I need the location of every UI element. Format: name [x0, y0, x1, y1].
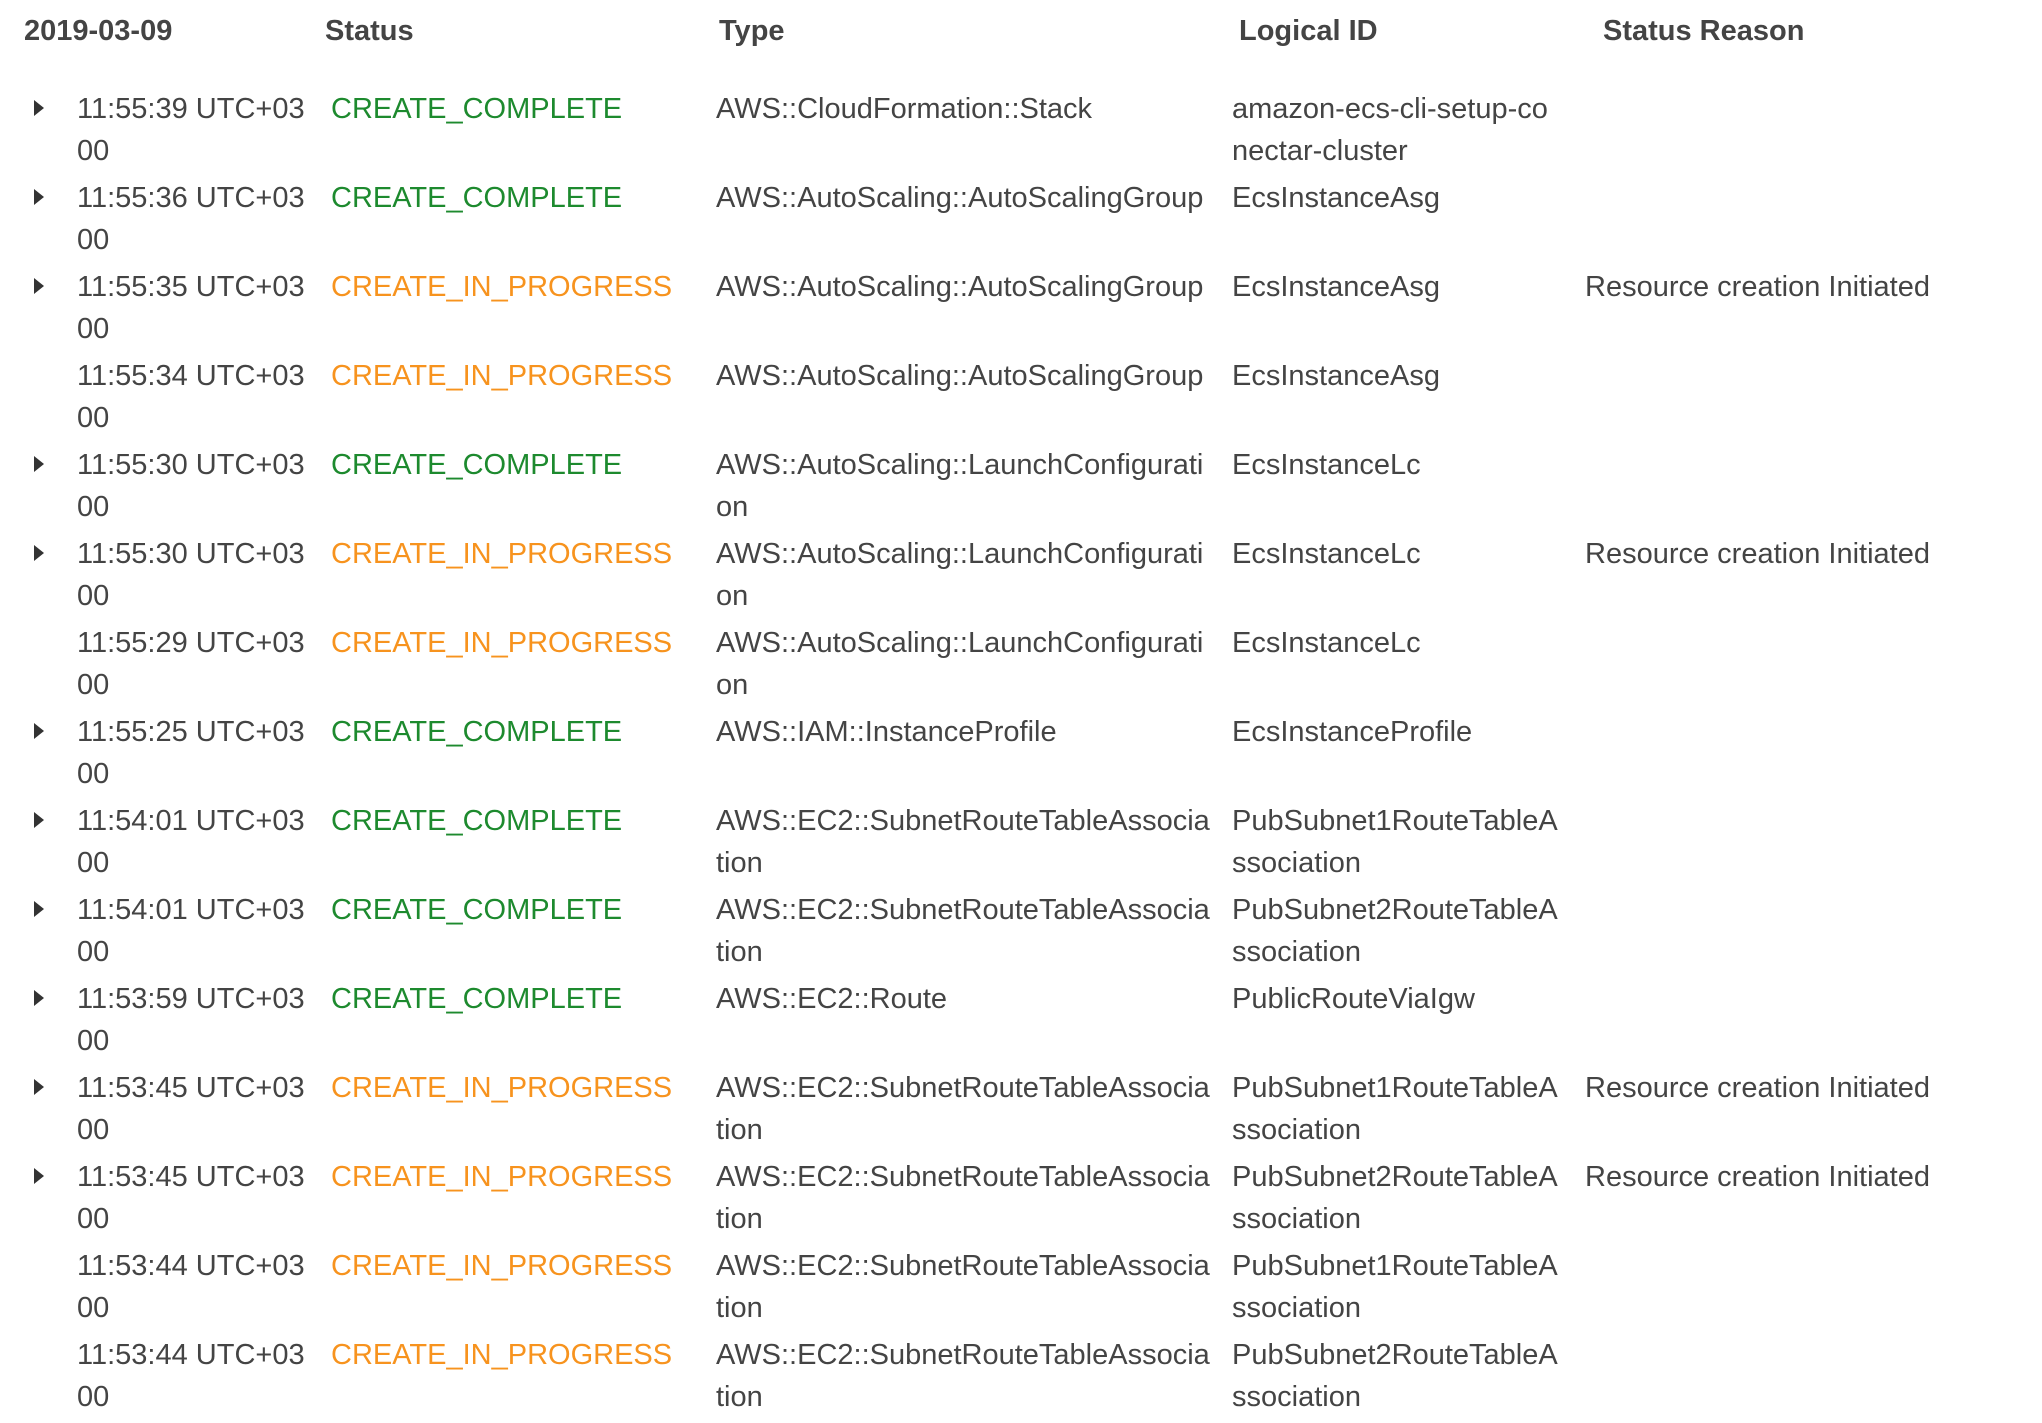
table-row[interactable]: [0, 711, 2042, 800]
event-status: CREATE_IN_PROGRESS: [331, 1250, 673, 1282]
caret-right-icon[interactable]: [34, 189, 44, 205]
event-type: AWS::AutoScaling::LaunchConfiguration: [716, 449, 1204, 523]
event-type: AWS::CloudFormation::Stack: [716, 93, 1093, 125]
event-logical-id: PubSubnet1RouteTableAssociation: [1232, 1072, 1558, 1146]
event-logical-id: EcsInstanceAsg: [1232, 271, 1440, 303]
event-time: 11:54:01 UTC+0300: [77, 894, 305, 968]
event-time: 11:55:35 UTC+0300: [77, 271, 305, 345]
event-status: CREATE_COMPLETE: [331, 93, 623, 125]
type-column-header[interactable]: Type: [719, 15, 785, 47]
table-row: [0, 1245, 2042, 1334]
event-time: 11:53:44 UTC+0300: [77, 1339, 305, 1413]
caret-right-icon[interactable]: [34, 1168, 44, 1184]
caret-right-icon[interactable]: [34, 901, 44, 917]
table-row[interactable]: [0, 889, 2042, 978]
event-status-reason: Resource creation Initiated: [1585, 1161, 1930, 1193]
caret-right-icon[interactable]: [34, 100, 44, 116]
event-type: AWS::EC2::SubnetRouteTableAssociation: [716, 1250, 1210, 1324]
event-status-reason: Resource creation Initiated: [1585, 538, 1930, 570]
event-status: CREATE_COMPLETE: [331, 182, 623, 214]
event-logical-id: PubSubnet2RouteTableAssociation: [1232, 1339, 1558, 1413]
event-type: AWS::AutoScaling::LaunchConfiguration: [716, 627, 1204, 701]
event-type: AWS::EC2::Route: [716, 983, 948, 1015]
event-time: 11:55:34 UTC+0300: [77, 360, 305, 434]
event-time: 11:55:30 UTC+0300: [77, 538, 305, 612]
table-row[interactable]: [0, 800, 2042, 889]
event-status: CREATE_IN_PROGRESS: [331, 627, 673, 659]
caret-right-icon[interactable]: [34, 723, 44, 739]
event-logical-id: EcsInstanceLc: [1232, 449, 1421, 481]
event-type: AWS::AutoScaling::AutoScalingGroup: [716, 360, 1204, 392]
event-time: 11:53:44 UTC+0300: [77, 1250, 305, 1324]
event-status: CREATE_IN_PROGRESS: [331, 360, 673, 392]
table-row[interactable]: [0, 266, 2042, 355]
event-logical-id: EcsInstanceAsg: [1232, 360, 1440, 392]
event-logical-id: EcsInstanceAsg: [1232, 182, 1440, 214]
event-status-reason: Resource creation Initiated: [1585, 1072, 1930, 1104]
event-status: CREATE_COMPLETE: [331, 805, 623, 837]
status-column-header[interactable]: Status: [325, 15, 414, 47]
table-header: [0, 0, 2042, 66]
event-logical-id: amazon-ecs-cli-setup-conectar-cluster: [1232, 93, 1548, 167]
event-time: 11:53:45 UTC+0300: [77, 1072, 305, 1146]
event-status: CREATE_COMPLETE: [331, 449, 623, 481]
event-status-reason: Resource creation Initiated: [1585, 271, 1930, 303]
event-type: AWS::AutoScaling::AutoScalingGroup: [716, 271, 1204, 303]
event-time: 11:55:36 UTC+0300: [77, 182, 305, 256]
table-row[interactable]: [0, 1067, 2042, 1156]
caret-right-icon[interactable]: [34, 1079, 44, 1095]
event-time: 11:53:45 UTC+0300: [77, 1161, 305, 1235]
event-status: CREATE_COMPLETE: [331, 894, 623, 926]
event-status: CREATE_IN_PROGRESS: [331, 271, 673, 303]
logical-id-column-header[interactable]: Logical ID: [1239, 15, 1378, 47]
event-logical-id: PubSubnet2RouteTableAssociation: [1232, 1161, 1558, 1235]
event-type: AWS::AutoScaling::LaunchConfiguration: [716, 538, 1204, 612]
event-type: AWS::EC2::SubnetRouteTableAssociation: [716, 1339, 1210, 1413]
event-logical-id: PubSubnet2RouteTableAssociation: [1232, 894, 1558, 968]
table-row[interactable]: [0, 177, 2042, 266]
event-logical-id: PubSubnet1RouteTableAssociation: [1232, 805, 1558, 879]
event-time: 11:55:30 UTC+0300: [77, 449, 305, 523]
event-time: 11:54:01 UTC+0300: [77, 805, 305, 879]
event-status: CREATE_IN_PROGRESS: [331, 1072, 673, 1104]
table-row[interactable]: [0, 978, 2042, 1067]
table-row[interactable]: [0, 88, 2042, 177]
event-type: AWS::AutoScaling::AutoScalingGroup: [716, 182, 1204, 214]
event-logical-id: PublicRouteViaIgw: [1232, 983, 1475, 1015]
caret-right-icon[interactable]: [34, 812, 44, 828]
event-type: AWS::EC2::SubnetRouteTableAssociation: [716, 1161, 1210, 1235]
table-body: [0, 88, 2042, 1423]
event-logical-id: EcsInstanceProfile: [1232, 716, 1473, 748]
event-status: CREATE_COMPLETE: [331, 983, 623, 1015]
table-row[interactable]: [0, 533, 2042, 622]
event-status: CREATE_IN_PROGRESS: [331, 1161, 673, 1193]
table-row[interactable]: [0, 444, 2042, 533]
table-row[interactable]: [0, 1156, 2042, 1245]
caret-right-icon[interactable]: [34, 456, 44, 472]
event-time: 11:55:39 UTC+0300: [77, 93, 305, 167]
table-row: [0, 622, 2042, 711]
event-type: AWS::EC2::SubnetRouteTableAssociation: [716, 1072, 1210, 1146]
event-logical-id: EcsInstanceLc: [1232, 538, 1421, 570]
event-logical-id: PubSubnet1RouteTableAssociation: [1232, 1250, 1558, 1324]
event-status: CREATE_IN_PROGRESS: [331, 538, 673, 570]
event-time: 11:55:29 UTC+0300: [77, 627, 305, 701]
event-logical-id: EcsInstanceLc: [1232, 627, 1421, 659]
status-reason-column-header[interactable]: Status Reason: [1603, 15, 1805, 47]
caret-right-icon[interactable]: [34, 990, 44, 1006]
event-time: 11:55:25 UTC+0300: [77, 716, 305, 790]
event-type: AWS::IAM::InstanceProfile: [716, 716, 1057, 748]
event-status: CREATE_COMPLETE: [331, 716, 623, 748]
event-type: AWS::EC2::SubnetRouteTableAssociation: [716, 894, 1210, 968]
table-row: [0, 1334, 2042, 1423]
caret-right-icon[interactable]: [34, 278, 44, 294]
date-column-header: 2019-03-09: [24, 15, 173, 47]
event-time: 11:53:59 UTC+0300: [77, 983, 305, 1057]
table-row: [0, 355, 2042, 444]
event-status: CREATE_IN_PROGRESS: [331, 1339, 673, 1371]
caret-right-icon[interactable]: [34, 545, 44, 561]
event-type: AWS::EC2::SubnetRouteTableAssociation: [716, 805, 1210, 879]
